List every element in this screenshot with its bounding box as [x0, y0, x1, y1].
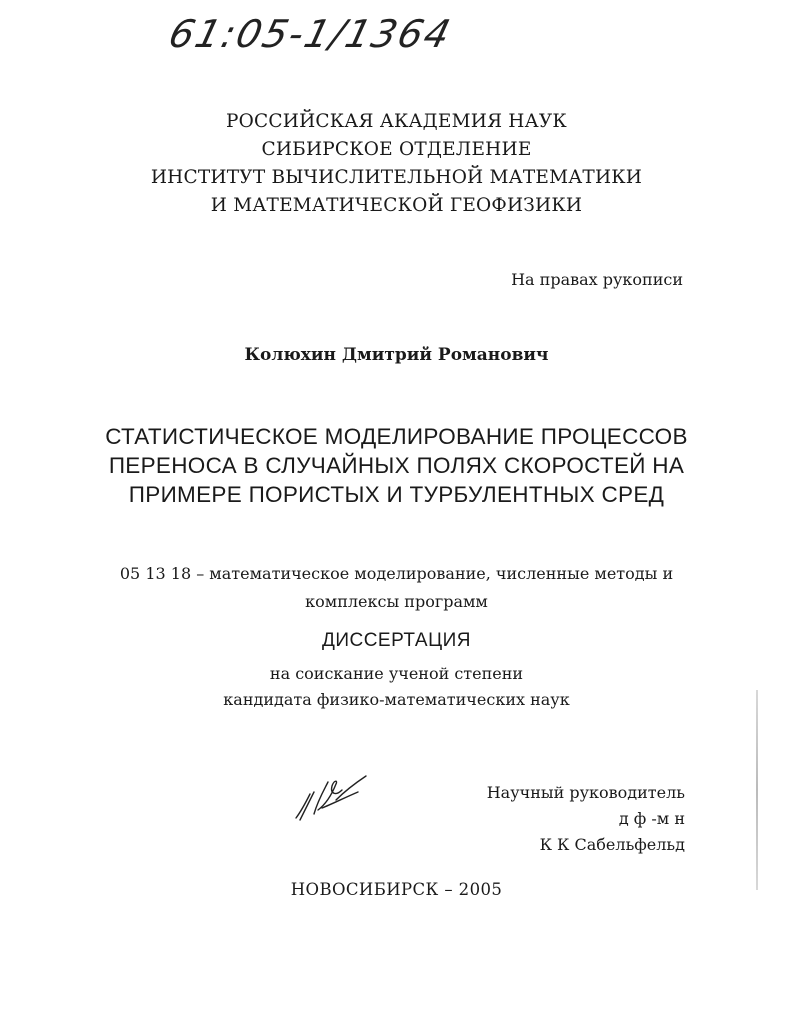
author-name: Колюхин Дмитрий Романович — [244, 345, 549, 365]
institution-line: ИНСТИТУТ ВЫЧИСЛИТЕЛЬНОЙ МАТЕМАТИКИ — [150, 167, 643, 188]
institution-line: СИБИРСКОЕ ОТДЕЛЕНИЕ — [261, 139, 532, 160]
document-type: ДИССЕРТАЦИЯ — [321, 630, 472, 651]
manuscript-note: На правах рукописи — [511, 270, 683, 289]
title-line: ПЕРЕНОСА В СЛУЧАЙНЫХ ПОЛЯХ СКОРОСТЕЙ НА — [108, 453, 685, 478]
supervisor-degree: д ф -м н — [618, 809, 685, 828]
institution-line: РОССИЙСКАЯ АКАДЕМИЯ НАУК — [226, 111, 567, 132]
city-year: НОВОСИБИРСК – 2005 — [290, 880, 503, 899]
title-line: СТАТИСТИЧЕСКОЕ МОДЕЛИРОВАНИЕ ПРОЦЕССОВ — [105, 424, 688, 449]
institution-line: И МАТЕМАТИЧЕСКОЙ ГЕОФИЗИКИ — [210, 195, 583, 216]
handwritten-signature — [292, 770, 382, 830]
specialty-line: 05 13 18 – математическое моделирование, численные методы и — [119, 564, 674, 583]
archive-number-text: 61:05-1/1364 — [164, 12, 457, 56]
scan-edge-mark — [756, 690, 758, 890]
specialty-line: комплексы программ — [305, 592, 488, 611]
archive-number-handwritten — [164, 12, 490, 82]
degree-line: на соискание ученой степени — [269, 664, 524, 683]
specialty-block — [0, 560, 793, 616]
degree-block — [0, 661, 793, 713]
title-line: ПРИМЕРЕ ПОРИСТЫХ И ТУРБУЛЕНТНЫХ СРЕД — [128, 482, 665, 507]
supervisor-block — [487, 780, 685, 858]
degree-line: кандидата физико-математических наук — [223, 690, 570, 709]
supervisor-name: К К Сабельфельд — [539, 835, 685, 854]
institution-block — [0, 108, 793, 220]
thesis-title — [0, 422, 793, 509]
supervisor-role: Научный руководитель — [486, 783, 685, 802]
